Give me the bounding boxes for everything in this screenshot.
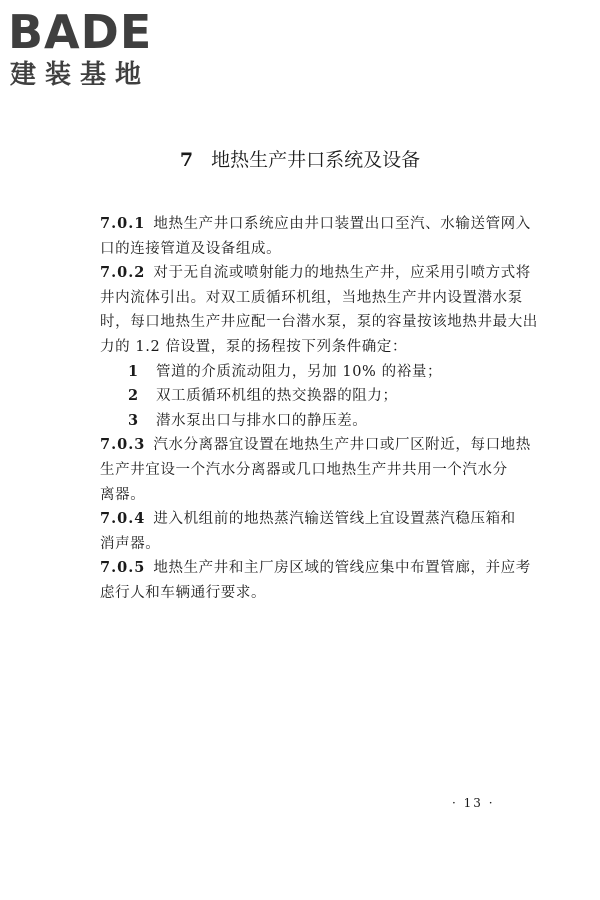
clause-number: 7.0.1	[100, 215, 146, 232]
item-number: 2	[128, 387, 139, 405]
list-item	[100, 409, 525, 434]
clause-number: 7.0.3	[100, 436, 146, 454]
item-number: 3	[128, 411, 139, 429]
watermark-brand: BADE	[8, 5, 153, 59]
chapter-body	[100, 212, 538, 606]
clause-line	[100, 261, 531, 286]
clause-line	[100, 507, 525, 532]
watermark-subtitle: 建装基地	[10, 60, 151, 90]
page-number: · 13 ·	[452, 796, 495, 810]
clause-text: 地热生产井和主厂房区域的管线应集中布置管廊，并应考	[153, 560, 531, 577]
clause-line: 虑行人和车辆通行要求。	[100, 584, 267, 601]
list-item	[100, 360, 525, 385]
clause-line: 生产井宜设一个汽水分离器或几口地热生产井共用一个汽水分	[100, 461, 508, 478]
clause-7-0-3	[100, 433, 531, 507]
watermark-logo	[8, 2, 178, 94]
item-text: 双工质循环机组的热交换器的阻力；	[156, 388, 398, 405]
item-text: 潜水泵出口与排水口的静压差。	[156, 412, 368, 429]
clause-text: 地热生产井口系统应由井口装置出口至汽、水输送管网入	[153, 216, 531, 232]
clause-7-0-2	[100, 261, 538, 433]
clause-text: 进入机组前的地热蒸汽输送管线上宜设置蒸汽稳压箱和	[153, 511, 516, 528]
chapter-heading	[0, 146, 600, 174]
clause-line: 力的 1.2 倍设置，泵的扬程按下列条件确定：	[100, 338, 408, 355]
clause-line: 时，每口地热生产井应配一台潜水泵，泵的容量按该地热井最大出	[100, 314, 538, 331]
clause-text: 汽水分离器宜设置在地热生产井口或厂区附近，每口地热	[153, 437, 531, 454]
chapter-title: 地热生产井口系统及设备	[211, 149, 421, 171]
chapter-number: 7	[179, 149, 194, 171]
item-number: 1	[128, 362, 139, 380]
clause-text: 对于无自流或喷射能力的地热生产井，应采用引喷方式将	[153, 265, 531, 282]
clause-line	[100, 556, 531, 581]
clause-7-0-4	[100, 507, 525, 556]
clause-line: 口的连接管道及设备组成。	[100, 240, 282, 257]
list-item	[100, 384, 525, 409]
clause-7-0-1	[100, 212, 531, 261]
clause-number: 7.0.5	[100, 559, 146, 577]
clause-line	[100, 212, 531, 237]
clause-number: 7.0.4	[100, 510, 146, 528]
clause-line: 消声器。	[100, 535, 161, 552]
clause-line	[100, 433, 531, 458]
clause-line: 离器。	[100, 486, 146, 503]
clause-number: 7.0.2	[100, 264, 146, 282]
clause-line: 井内流体引出。对双工质循环机组，当地热生产井内设置潜水泵	[100, 289, 523, 306]
clause-7-0-5	[100, 556, 531, 605]
item-text: 管道的介质流动阻力，另加 10% 的裕量；	[156, 363, 443, 380]
